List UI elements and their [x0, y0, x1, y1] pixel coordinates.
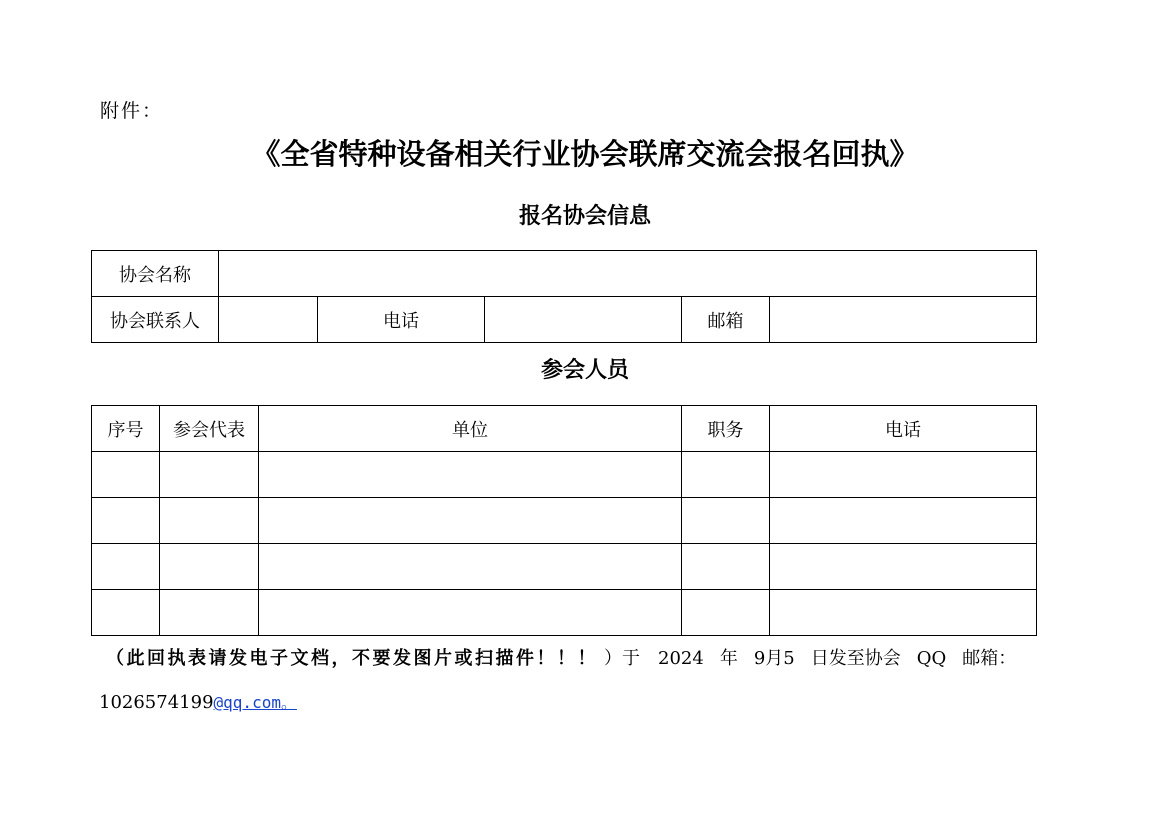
members-table	[91, 405, 1037, 636]
note-date: 9月5	[753, 648, 795, 669]
note-email-label: 邮箱：	[962, 648, 1017, 669]
submission-note	[106, 644, 1042, 670]
table-cell[interactable]	[682, 498, 770, 544]
col-header-index: 序号	[92, 406, 160, 452]
note-close-paren: ）于	[604, 648, 640, 669]
table-cell[interactable]	[160, 452, 259, 498]
email-domain-link[interactable]: @qq.com。	[213, 693, 297, 712]
table-cell[interactable]	[682, 544, 770, 590]
col-header-phone: 电话	[770, 406, 1037, 452]
phone-field[interactable]	[485, 297, 682, 343]
note-qq: QQ	[916, 648, 947, 669]
col-header-representative: 参会代表	[160, 406, 259, 452]
email-field[interactable]	[770, 297, 1037, 343]
col-header-organization: 单位	[259, 406, 682, 452]
table-cell[interactable]	[92, 452, 160, 498]
table-cell[interactable]	[770, 544, 1037, 590]
table-cell[interactable]	[770, 498, 1037, 544]
table-row	[92, 251, 1037, 297]
contact-person-field[interactable]	[219, 297, 318, 343]
members-section-heading: 参会人员	[540, 358, 629, 383]
email-address-line	[99, 690, 297, 713]
note-year: 2024	[658, 648, 704, 669]
email-label: 邮箱	[682, 297, 770, 343]
table-cell[interactable]	[770, 452, 1037, 498]
contact-person-label: 协会联系人	[92, 297, 219, 343]
association-name-field[interactable]	[219, 251, 1037, 297]
table-cell[interactable]	[682, 590, 770, 636]
table-row	[92, 498, 1037, 544]
table-cell[interactable]	[92, 590, 160, 636]
table-cell[interactable]	[682, 452, 770, 498]
table-cell[interactable]	[770, 590, 1037, 636]
table-cell[interactable]	[259, 590, 682, 636]
table-header-row	[92, 406, 1037, 452]
table-cell[interactable]	[92, 544, 160, 590]
table-cell[interactable]	[259, 452, 682, 498]
association-info-table	[91, 250, 1037, 343]
table-cell[interactable]	[92, 498, 160, 544]
table-cell[interactable]	[259, 544, 682, 590]
table-cell[interactable]	[160, 498, 259, 544]
attachment-label: 附件：	[100, 100, 164, 122]
email-number: 1026574199	[99, 692, 214, 713]
col-header-position: 职务	[682, 406, 770, 452]
table-row	[92, 452, 1037, 498]
table-row	[92, 590, 1037, 636]
table-cell[interactable]	[160, 544, 259, 590]
phone-label: 电话	[318, 297, 485, 343]
note-year-unit: 年	[719, 648, 738, 669]
table-cell[interactable]	[160, 590, 259, 636]
association-name-label: 协会名称	[92, 251, 219, 297]
association-section-heading: 报名协会信息	[518, 204, 651, 229]
page-title: 《全省特种设备相关行业协会联席交流会报名回执》	[251, 137, 919, 171]
table-cell[interactable]	[259, 498, 682, 544]
note-suffix: 日发至协会	[810, 648, 901, 669]
table-row	[92, 297, 1037, 343]
table-row	[92, 544, 1037, 590]
note-bold-instruction: （此回执表请发电子文档，不要发图片或扫描件！！！	[106, 648, 598, 669]
